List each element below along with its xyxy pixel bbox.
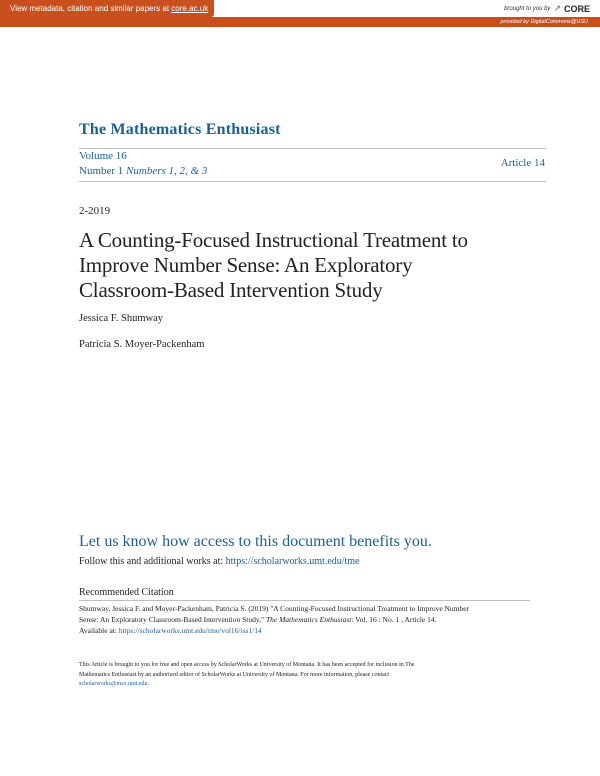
divider-citation — [79, 600, 530, 601]
notice-line-3 — [79, 680, 534, 690]
author-2[interactable]: Patricia S. Moyer-Packenham — [79, 339, 205, 350]
core-metadata-link[interactable] — [0, 0, 214, 17]
core-logo-icon: ↗ — [553, 3, 561, 13]
notice-line-1: This Article is brought to you for free and open access by ScholarWorks at University of Montana. It has been accepted for inclusion in The — [79, 662, 415, 668]
follow-line — [79, 556, 360, 567]
follow-link[interactable]: https://scholarworks.umt.edu/tme — [225, 556, 360, 567]
volume-link[interactable]: Volume 16 — [79, 150, 127, 162]
available-label: Available at: — [79, 626, 119, 635]
citation-block — [79, 603, 529, 636]
divider-bottom — [79, 181, 546, 182]
email-tail: . — [147, 681, 150, 687]
number-link[interactable] — [79, 165, 207, 177]
notice-line-2: Mathematics Enthusiast by an authorized editor of ScholarWorks at University of Montana. For more information, please contact — [79, 671, 390, 678]
follow-text: Follow this and additional works at: — [79, 556, 226, 567]
citation-line-2 — [79, 614, 529, 625]
numbers-italic: Numbers 1, 2, & 3 — [126, 165, 208, 177]
brought-to-you — [504, 3, 590, 14]
open-access-notice — [79, 661, 534, 690]
journal-title[interactable]: The Mathematics Enthusiast — [79, 121, 281, 138]
divider-top — [79, 148, 546, 149]
citation-line-2-text: Sense: An Exploratory Classroom-Based Intervention Study," — [79, 615, 266, 624]
citation-line-1: Shumway, Jessica F. and Moyer-Packenham, Patricia S. (2019) "A Counting-Focused Instructional Treatment to Improve Number — [79, 604, 470, 613]
article-link[interactable]: Article 14 — [500, 157, 545, 169]
number-text: Number 1 — [79, 165, 124, 177]
publication-date: 2-2019 — [79, 205, 111, 217]
citation-journal: The Mathematics Enthusiast — [265, 615, 352, 624]
access-benefits-link[interactable]: Let us know how access to this document benefits you. — [79, 533, 432, 550]
available-link[interactable]: https://scholarworks.umt.edu/tme/vol16/iss1/14 — [118, 626, 262, 635]
recommended-heading: Recommended Citation — [79, 587, 174, 598]
core-logo[interactable]: CORE — [563, 3, 590, 14]
core-url-link[interactable]: core.ac.uk — [171, 4, 209, 13]
paper-title — [79, 228, 549, 303]
core-view-text: View metadata, citation and similar papers at — [10, 4, 172, 13]
brought-text: brought to you by — [504, 5, 551, 12]
title-line-1: A Counting-Focused Instructional Treatment to — [79, 228, 468, 252]
provided-by[interactable]: provided by DigitalCommons@USU — [0, 17, 600, 27]
contact-email-link[interactable]: scholarworks@mso.umt.edu — [79, 681, 148, 687]
citation-line-2-rest: : Vol. 16 : No. 1 , Article 14. — [351, 615, 437, 624]
core-banner — [0, 0, 600, 27]
title-line-2: Improve Number Sense: An Exploratory — [79, 253, 413, 277]
author-1[interactable]: Jessica F. Shumway — [79, 313, 164, 324]
title-line-3: Classroom-Based Intervention Study — [79, 278, 383, 302]
citation-line-3 — [79, 625, 529, 636]
